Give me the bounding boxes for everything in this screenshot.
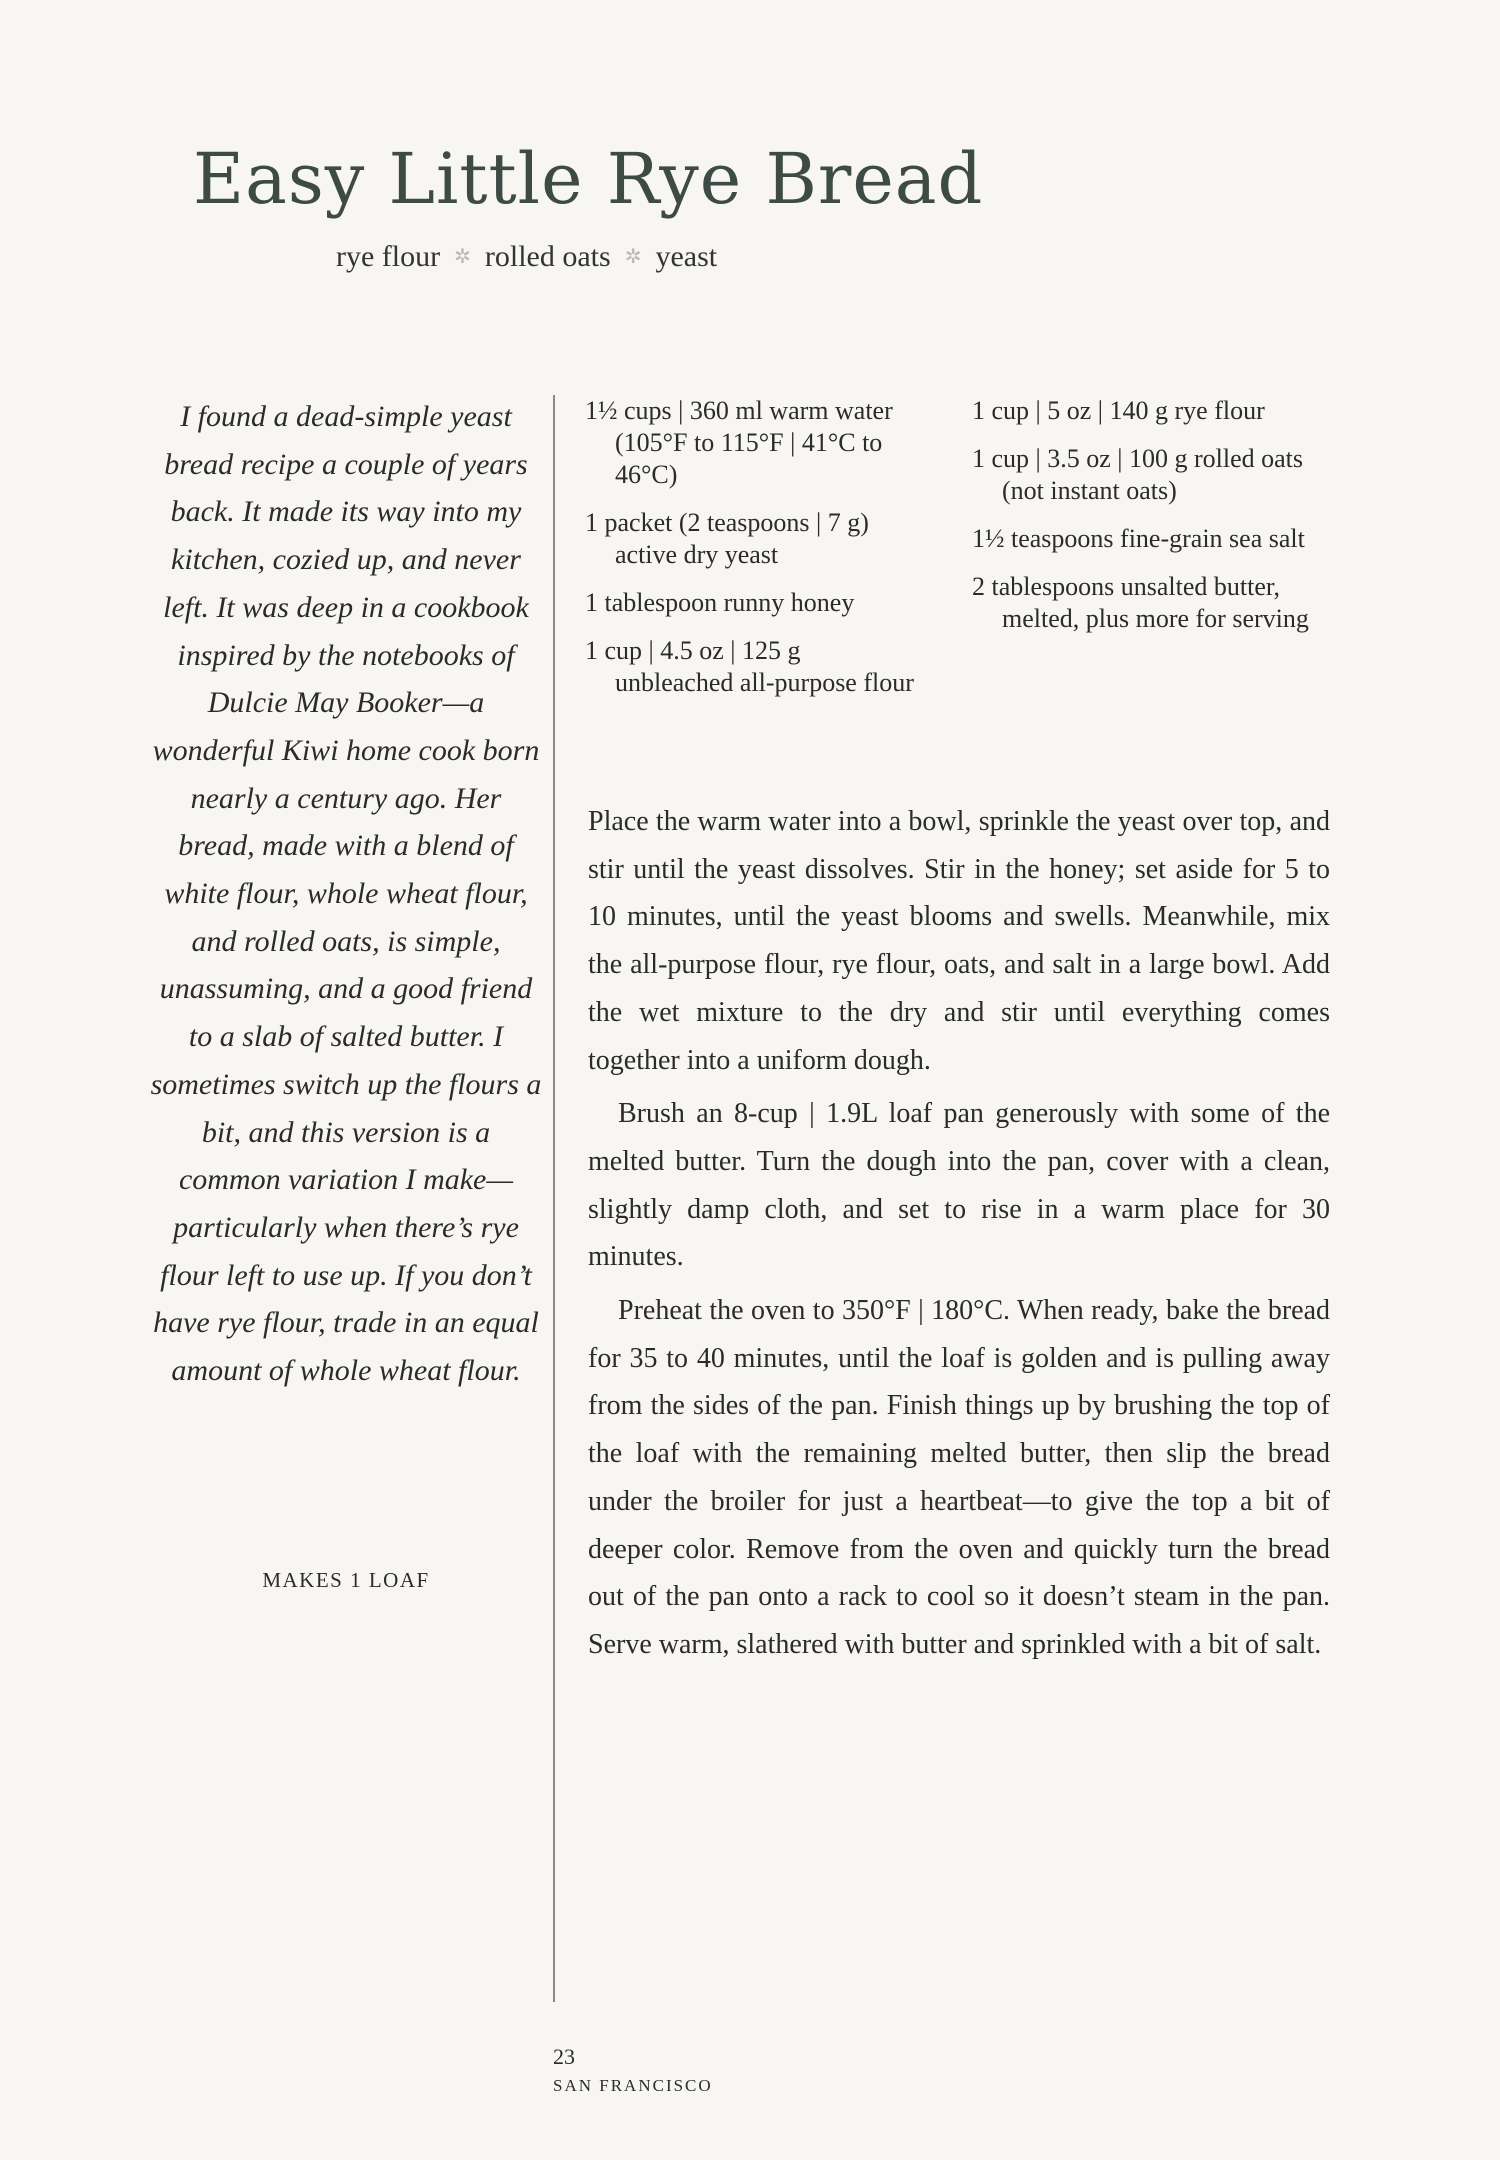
star-separator-icon: ✲: [454, 246, 471, 268]
ingredient-item: 1½ teaspoons fine-grain sea salt: [972, 524, 1305, 553]
ingredient-item: 2 tablespoons unsalted butter, melted, plus more for serving: [972, 572, 1309, 633]
ingredient-item: 1 tablespoon runny honey: [585, 588, 855, 617]
method-step: Preheat the oven to 350°F | 180°C. When ready, bake the bread for 35 to 40 minutes, until the loaf is golden and is pulling away from the sides of the pan. Finish things up by brushing the top of the loaf with the remaining melted butter, then slip the bread under the broiler for just a heartbeat—to give the top a bit of deeper color. Remove from the oven and quickly turn the bread out of the pan onto a rack to cool so it doesn’t steam in the pan. Serve warm, slathered with butter and sprinkled with a bit of salt.: [588, 1295, 1330, 1660]
method-step: Brush an 8-cup | 1.9L loaf pan generously with some of the melted butter. Turn the dough into the pan, cover with a clean, slightly damp cloth, and set to rise in a warm place for 30 minutes.: [588, 1098, 1330, 1273]
star-separator-icon: ✲: [624, 246, 642, 268]
ingredient-item: 1 packet (2 teaspoons | 7 g) active dry yeast: [585, 508, 869, 569]
recipe-subtitle: [336, 240, 717, 274]
recipe-intro: [150, 393, 542, 1395]
recipe-method: [588, 798, 1330, 1675]
subtitle-item-rolled-oats: rolled oats: [484, 240, 611, 273]
ingredient-item: 1 cup | 5 oz | 140 g rye flour: [972, 396, 1265, 425]
section-name: SAN FRANCISCO: [553, 2076, 713, 2095]
page-number: 23: [553, 2044, 575, 2069]
recipe-yield: MAKES 1 LOAF: [262, 1568, 430, 1592]
ingredient-item: 1 cup | 3.5 oz | 100 g rolled oats (not instant oats): [972, 444, 1304, 505]
ingredients-list-left: [585, 395, 925, 715]
ingredient-item: 1 cup | 4.5 oz | 125 g unbleached all-purpose flour: [585, 636, 914, 697]
subtitle-item-rye-flour: rye flour: [336, 240, 441, 273]
recipe-title: Easy Little Rye Bread: [193, 138, 984, 220]
column-divider: [553, 395, 555, 2002]
subtitle-item-yeast: yeast: [655, 240, 718, 273]
ingredient-item: 1½ cups | 360 ml warm water (105°F to 115°F | 41°C to 46°C): [585, 396, 893, 489]
ingredients-list-right: [972, 395, 1312, 651]
method-step: Place the warm water into a bowl, sprinkle the yeast over top, and stir until the yeast dissolves. Stir in the honey; set aside for 5 to 10 minutes, until the yeast blooms and swells. Meanwhile, mix the all-purpose flour, rye flour, oats, and salt in a large bowl. Add the wet mixture to the dry and stir until everything comes together into a uniform dough.: [588, 806, 1330, 1076]
intro-text: I found a dead-simple yeast bread recipe a couple of years back. It made its way into my kitchen, cozied up, and never left. It was deep in a cookbook inspired by the notebooks of Dulcie May Booker—a wonderful Kiwi home cook born nearly a century ago. Her bread, made with a blend of white flour, whole wheat flour, and rolled oats, is simple, unassuming, and a good friend to a slab of salted butter. I sometimes switch up the flours a bit, and this version is a common variation I make—particularly when there’s rye flour left to use up. If you don’t have rye flour, trade in an equal amount of whole wheat flour.: [150, 400, 542, 1388]
